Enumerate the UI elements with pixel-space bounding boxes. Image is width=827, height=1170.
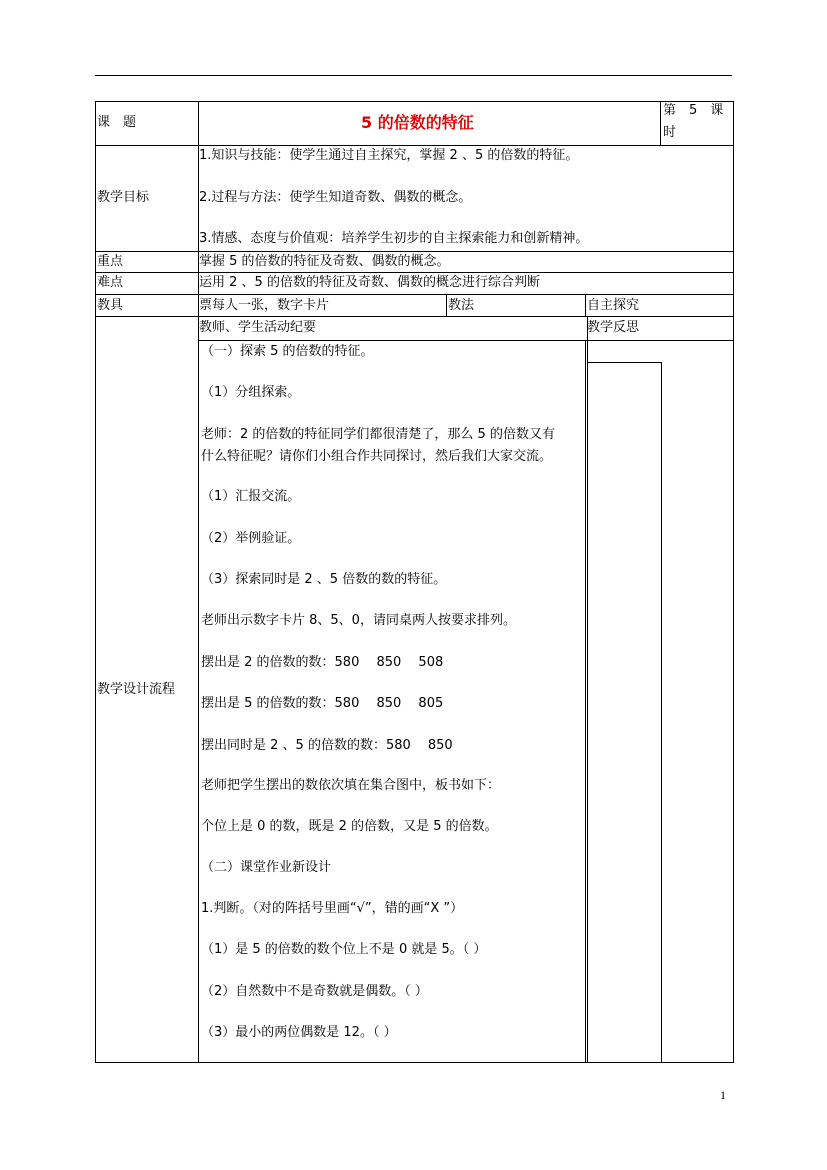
subject-label: 课 题 [97,115,137,130]
tools-label: 教具 [97,298,124,313]
process-line: 老师出示数字卡片 8、5、0，请同桌两人按要求排列。 [201,613,516,628]
process-line: 老师把学生摆出的数依次填在集合图中，板书如下： [201,778,501,793]
lesson-number-line1: 第 5 课 [663,103,724,118]
process-line: （1）是 5 的倍数的数个位上不是 0 就是 5。（ ） [201,942,487,957]
difficulty-text: 运用 2 、5 的倍数的特征及奇数、偶数的概念进行综合判断 [199,275,540,290]
method-label: 教法 [448,298,475,313]
process-line: 老师：2 的倍数的特征同学们都很清楚了，那么 5 的倍数又有 [201,427,555,442]
key-point-label: 重点 [97,254,124,269]
process-line: （3）探索同时是 2 、5 倍数的数的特征。 [201,572,447,587]
tools-text: 票每人一张，数字卡片 [199,298,330,313]
objective-item: 1.知识与技能：使学生通过自主探究，掌握 2 、5 的倍数的特征。 [199,148,579,163]
process-line: （1）汇报交流。 [201,489,301,504]
process-line: （二）课堂作业新设计 [201,860,332,875]
process-line: （2）举例验证。 [201,531,301,546]
method-value: 自主探究 [587,298,640,313]
key-point-text: 掌握 5 的倍数的特征及奇数、偶数的概念。 [199,254,450,269]
difficulty-label: 难点 [97,275,124,290]
process-line: （一）探索 5 的倍数的特征。 [201,344,374,359]
process-line: 摆出是 2 的倍数的数：580 850 508 [201,655,444,670]
activity-header: 教师、学生活动纪要 [199,320,317,335]
objective-item: 2.过程与方法：使学生知道奇数、偶数的概念。 [199,190,472,205]
process-line: 摆出同时是 2 、5 的倍数的数：580 850 [201,738,453,753]
objectives-label: 教学目标 [97,190,150,205]
process-line: 个位上是 0 的数，既是 2 的倍数，又是 5 的倍数。 [201,819,498,834]
reflection-header: 教学反思 [587,320,640,335]
objective-item: 3.情感、态度与价值观：培养学生初步的自主探索能力和创新精神。 [199,231,589,246]
page-number: 1 [720,1088,726,1102]
lesson-number-line2: 时 [663,125,677,140]
page-title: 5 的倍数的特征 [361,113,474,132]
process-line: 摆出是 5 的倍数的数：580 850 805 [201,696,444,711]
header-rule [95,75,732,76]
process-line: （2）自然数中不是奇数就是偶数。（ ） [201,984,428,999]
process-line: 1.判断。（对的阵括号里画“√”，错的画“X ”） [201,901,464,916]
process-line: （1）分组探索。 [201,385,301,400]
process-line: （3）最小的两位偶数是 12。（ ） [201,1025,397,1040]
process-line: 什么特征呢？请你们小组合作共同探讨，然后我们大家交流。 [201,449,553,464]
process-label: 教学设计流程 [97,682,176,697]
